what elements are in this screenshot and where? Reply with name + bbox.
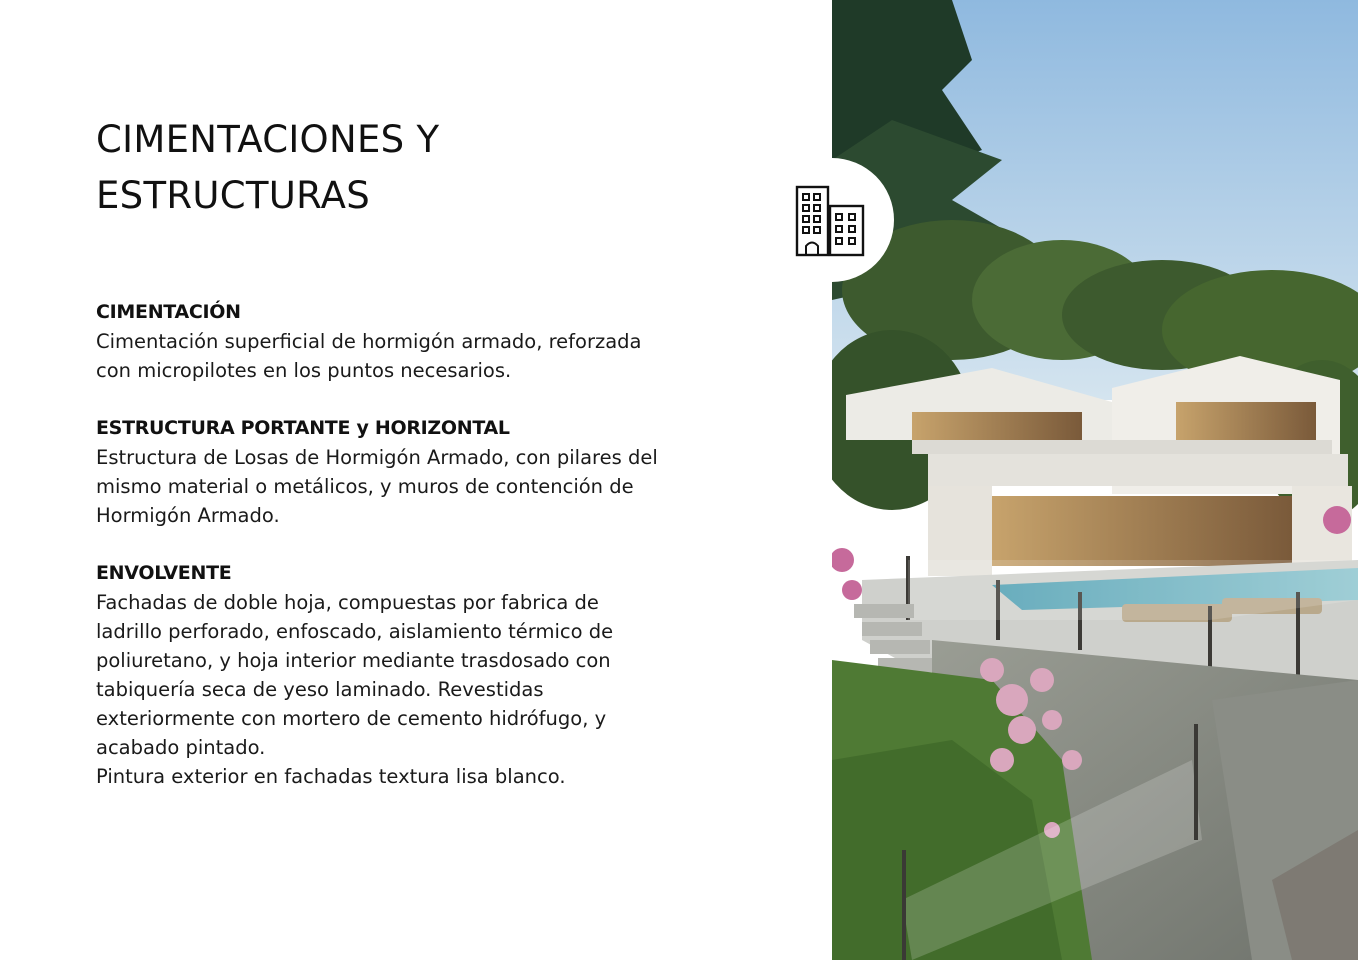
section-line: Fachadas de doble hoja, compuestas por fabrica de (96, 591, 599, 614)
section-body (96, 327, 716, 385)
page-title-line-1: CIMENTACIONES Y (96, 118, 440, 161)
section-envolvente (96, 559, 716, 791)
page-title (96, 112, 616, 224)
section-estructura (96, 414, 716, 530)
villa-photo (832, 0, 1358, 960)
section-line: con micropilotes en los puntos necesarios. (96, 359, 512, 382)
page-title-line-2: ESTRUCTURAS (96, 174, 371, 217)
spec-content (96, 298, 716, 820)
section-body (96, 588, 716, 791)
section-cimentacion (96, 298, 716, 385)
section-line: Cimentación superficial de hormigón armado, reforzada (96, 330, 642, 353)
section-heading: ESTRUCTURA PORTANTE y HORIZONTAL (96, 417, 510, 439)
section-line: tabiquería seca de yeso laminado. Revestidas (96, 678, 544, 701)
section-line: acabado pintado. (96, 736, 266, 759)
icon-badge (770, 158, 894, 282)
section-line: exteriormente con mortero de cemento hidrófugo, y (96, 707, 607, 730)
section-body (96, 443, 716, 530)
section-line: Pintura exterior en fachadas textura lisa blanco. (96, 765, 566, 788)
section-line: Hormigón Armado. (96, 504, 280, 527)
section-line: ladrillo perforado, enfoscado, aislamiento térmico de (96, 620, 614, 643)
section-heading: ENVOLVENTE (96, 562, 232, 584)
villa-lower (928, 454, 1352, 576)
section-heading: CIMENTACIÓN (96, 301, 241, 323)
buildings-icon (794, 184, 868, 258)
section-line: mismo material o metálicos, y muros de contención de (96, 475, 634, 498)
section-line: Estructura de Losas de Hormigón Armado, con pilares del (96, 446, 658, 469)
section-line: poliuretano, y hoja interior mediante trasdosado con (96, 649, 611, 672)
